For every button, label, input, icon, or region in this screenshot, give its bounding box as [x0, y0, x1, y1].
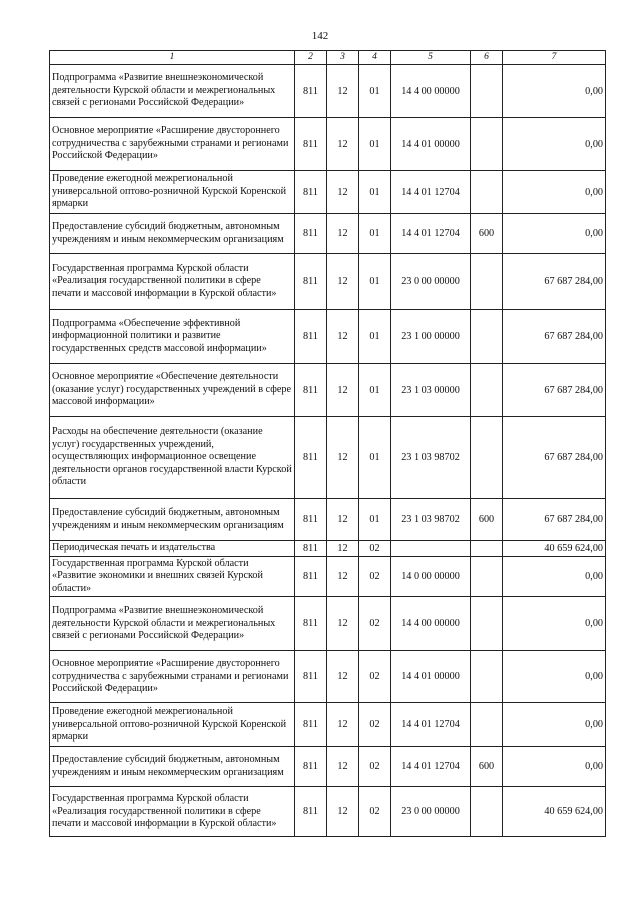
row-name: Подпрограмма «Развитие внешнеэкономической деятельности Курской области и межрегиональных связей с регионами Российской Федерации» — [50, 65, 295, 118]
row-amount: 0,00 — [503, 651, 606, 703]
row-ministry-code: 811 — [295, 310, 327, 364]
row-name: Основное мероприятие «Расширение двустороннего сотрудничества с зарубежными странами и регионами Российской Федерации» — [50, 651, 295, 703]
row-name: Проведение ежегодной межрегиональной универсальной оптово-розничной Курской Коренской ярмарки — [50, 171, 295, 214]
row-subsection: 02 — [359, 703, 391, 747]
row-amount: 0,00 — [503, 556, 606, 597]
row-subsection: 02 — [359, 541, 391, 557]
row-subsection: 02 — [359, 787, 391, 837]
row-subsection: 01 — [359, 364, 391, 417]
row-ministry-code: 811 — [295, 597, 327, 651]
row-section: 12 — [327, 787, 359, 837]
row-name: Расходы на обеспечение деятельности (оказание услуг) государственных учреждений, осуществляющих информационное освещение деятельности органов государственной власти Курской области — [50, 417, 295, 499]
row-section: 12 — [327, 65, 359, 118]
row-target-article: 23 1 00 00000 — [391, 310, 471, 364]
row-ministry-code: 811 — [295, 65, 327, 118]
row-subsection: 01 — [359, 310, 391, 364]
row-ministry-code: 811 — [295, 787, 327, 837]
row-subsection: 01 — [359, 65, 391, 118]
row-subsection: 01 — [359, 118, 391, 171]
row-target-article: 23 1 03 00000 — [391, 364, 471, 417]
row-expense-type — [471, 541, 503, 557]
row-ministry-code: 811 — [295, 171, 327, 214]
row-target-article: 14 4 01 00000 — [391, 651, 471, 703]
row-amount: 40 659 624,00 — [503, 787, 606, 837]
table-row — [50, 703, 606, 747]
row-amount: 40 659 624,00 — [503, 541, 606, 557]
row-target-article: 14 4 01 12704 — [391, 214, 471, 254]
row-section: 12 — [327, 556, 359, 597]
row-section: 12 — [327, 499, 359, 541]
row-target-article: 14 4 01 12704 — [391, 703, 471, 747]
row-subsection: 01 — [359, 417, 391, 499]
table-row — [50, 65, 606, 118]
row-subsection: 02 — [359, 651, 391, 703]
table-row — [50, 310, 606, 364]
table-row — [50, 171, 606, 214]
row-expense-type — [471, 703, 503, 747]
row-section: 12 — [327, 310, 359, 364]
row-name: Проведение ежегодной межрегиональной универсальной оптово-розничной Курской Коренской ярмарки — [50, 703, 295, 747]
row-target-article — [391, 541, 471, 557]
row-target-article: 14 4 00 00000 — [391, 597, 471, 651]
row-subsection: 01 — [359, 214, 391, 254]
table-row — [50, 747, 606, 787]
header-col-1: 1 — [50, 51, 295, 65]
row-section: 12 — [327, 214, 359, 254]
row-ministry-code: 811 — [295, 541, 327, 557]
row-expense-type — [471, 65, 503, 118]
table-row — [50, 364, 606, 417]
header-col-2: 2 — [295, 51, 327, 65]
table-row — [50, 214, 606, 254]
row-section: 12 — [327, 597, 359, 651]
page-number: 142 — [311, 30, 329, 42]
row-name: Подпрограмма «Обеспечение эффективной информационной политики и развитие государственных средств массовой информации» — [50, 310, 295, 364]
row-name: Предоставление субсидий бюджетным, автономным учреждениям и иным некоммерческим организациям — [50, 747, 295, 787]
table-row — [50, 254, 606, 310]
row-section: 12 — [327, 651, 359, 703]
header-col-7: 7 — [503, 51, 606, 65]
row-ministry-code: 811 — [295, 499, 327, 541]
row-section: 12 — [327, 541, 359, 557]
header-col-6: 6 — [471, 51, 503, 65]
budget-table — [49, 50, 606, 837]
row-amount: 67 687 284,00 — [503, 310, 606, 364]
table-row — [50, 556, 606, 597]
row-name: Государственная программа Курской области «Реализация государственной политики в сфере печати и массовой информации в Курской области» — [50, 254, 295, 310]
row-expense-type — [471, 651, 503, 703]
row-target-article: 23 0 00 00000 — [391, 787, 471, 837]
row-expense-type — [471, 254, 503, 310]
table-row — [50, 541, 606, 557]
row-subsection: 02 — [359, 747, 391, 787]
row-section: 12 — [327, 747, 359, 787]
row-name: Основное мероприятие «Обеспечение деятельности (оказание услуг) государственных учреждений в сфере массовой информации» — [50, 364, 295, 417]
table-row — [50, 499, 606, 541]
row-amount: 0,00 — [503, 747, 606, 787]
row-ministry-code: 811 — [295, 254, 327, 310]
row-amount: 0,00 — [503, 171, 606, 214]
row-ministry-code: 811 — [295, 703, 327, 747]
table-row — [50, 787, 606, 837]
row-expense-type — [471, 787, 503, 837]
table-row — [50, 118, 606, 171]
row-subsection: 01 — [359, 499, 391, 541]
row-target-article: 14 4 01 12704 — [391, 171, 471, 214]
row-amount: 67 687 284,00 — [503, 417, 606, 499]
row-subsection: 01 — [359, 254, 391, 310]
row-target-article: 14 4 00 00000 — [391, 65, 471, 118]
row-name: Основное мероприятие «Расширение двустороннего сотрудничества с зарубежными странами и регионами Российской Федерации» — [50, 118, 295, 171]
row-expense-type — [471, 118, 503, 171]
row-ministry-code: 811 — [295, 214, 327, 254]
row-expense-type — [471, 171, 503, 214]
row-section: 12 — [327, 254, 359, 310]
row-expense-type: 600 — [471, 499, 503, 541]
row-ministry-code: 811 — [295, 364, 327, 417]
row-ministry-code: 811 — [295, 118, 327, 171]
row-name: Государственная программа Курской области «Развитие экономики и внешних связей Курской области» — [50, 556, 295, 597]
row-subsection: 01 — [359, 171, 391, 214]
header-col-4: 4 — [359, 51, 391, 65]
row-subsection: 02 — [359, 556, 391, 597]
row-ministry-code: 811 — [295, 747, 327, 787]
row-subsection: 02 — [359, 597, 391, 651]
header-col-3: 3 — [327, 51, 359, 65]
row-name: Предоставление субсидий бюджетным, автономным учреждениям и иным некоммерческим организациям — [50, 214, 295, 254]
row-name: Государственная программа Курской области «Реализация государственной политики в сфере печати и массовой информации в Курской области» — [50, 787, 295, 837]
row-amount: 0,00 — [503, 118, 606, 171]
row-expense-type: 600 — [471, 214, 503, 254]
row-amount: 67 687 284,00 — [503, 364, 606, 417]
row-expense-type: 600 — [471, 747, 503, 787]
row-target-article: 23 1 03 98702 — [391, 499, 471, 541]
row-amount: 0,00 — [503, 65, 606, 118]
row-ministry-code: 811 — [295, 556, 327, 597]
table-row — [50, 417, 606, 499]
row-name: Предоставление субсидий бюджетным, автономным учреждениям и иным некоммерческим организациям — [50, 499, 295, 541]
row-target-article: 14 0 00 00000 — [391, 556, 471, 597]
row-target-article: 14 4 01 00000 — [391, 118, 471, 171]
row-section: 12 — [327, 364, 359, 417]
header-row — [50, 51, 606, 65]
row-expense-type — [471, 364, 503, 417]
header-col-5: 5 — [391, 51, 471, 65]
row-name: Периодическая печать и издательства — [50, 541, 295, 557]
row-section: 12 — [327, 171, 359, 214]
row-amount: 0,00 — [503, 214, 606, 254]
row-expense-type — [471, 556, 503, 597]
row-target-article: 23 0 00 00000 — [391, 254, 471, 310]
row-expense-type — [471, 417, 503, 499]
row-target-article: 14 4 01 12704 — [391, 747, 471, 787]
row-expense-type — [471, 597, 503, 651]
row-ministry-code: 811 — [295, 651, 327, 703]
row-section: 12 — [327, 703, 359, 747]
row-amount: 67 687 284,00 — [503, 499, 606, 541]
row-amount: 67 687 284,00 — [503, 254, 606, 310]
row-section: 12 — [327, 118, 359, 171]
table-row — [50, 597, 606, 651]
table-row — [50, 651, 606, 703]
row-target-article: 23 1 03 98702 — [391, 417, 471, 499]
row-expense-type — [471, 310, 503, 364]
row-amount: 0,00 — [503, 703, 606, 747]
row-amount: 0,00 — [503, 597, 606, 651]
row-ministry-code: 811 — [295, 417, 327, 499]
row-section: 12 — [327, 417, 359, 499]
row-name: Подпрограмма «Развитие внешнеэкономической деятельности Курской области и межрегиональных связей с регионами Российской Федерации» — [50, 597, 295, 651]
